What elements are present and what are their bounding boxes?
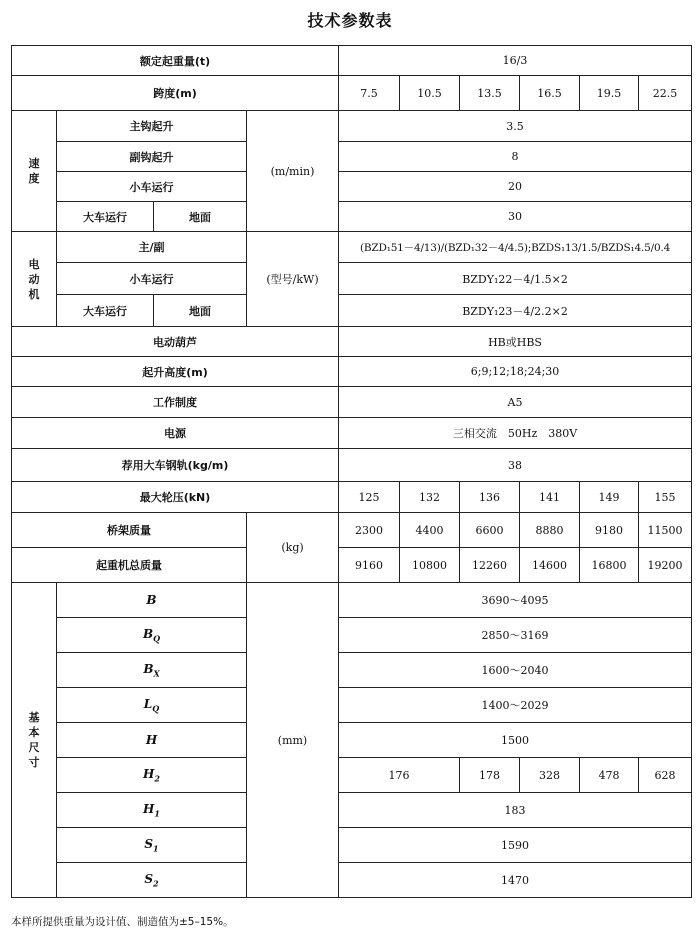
span-value: 19.5 — [580, 76, 639, 111]
page-title: 技术参数表 — [307, 11, 393, 30]
wheel-load-value: 132 — [400, 482, 460, 513]
table-row — [12, 653, 692, 688]
crane-speed-label: 大车运行 — [57, 202, 154, 232]
crane-motor-label: 大车运行 — [57, 295, 154, 327]
hoist-value: HB或HBS — [339, 327, 692, 357]
dim-S1-value: 1590 — [339, 828, 692, 863]
span-value: 22.5 — [639, 76, 692, 111]
table-row — [12, 793, 692, 828]
dim-S1-label: $S_1$ — [57, 828, 247, 863]
table-row — [12, 548, 692, 583]
span-value: 7.5 — [339, 76, 400, 111]
motor-group-text: 电 动 机 — [28, 257, 40, 301]
dim-BX-label: $B_X$ — [57, 653, 247, 688]
motor-group-label — [12, 232, 57, 327]
dim-H-label: H — [57, 723, 247, 758]
table-row — [12, 482, 692, 513]
dim-S2-label: $S_2$ — [57, 863, 247, 898]
bridge-mass-value: 4400 — [400, 513, 460, 548]
aux-hoist-speed-label: 副钩起升 — [57, 142, 247, 172]
total-mass-label: 起重机总质量 — [12, 548, 247, 583]
dim-BQ-label: $B_Q$ — [57, 618, 247, 653]
total-mass-value: 16800 — [580, 548, 639, 583]
dim-H2-value: 328 — [520, 758, 580, 793]
table-row — [12, 758, 692, 793]
dim-H2-label: $H_2$ — [57, 758, 247, 793]
rated-load-value: 16/3 — [339, 46, 692, 76]
dim-H2-value: 178 — [460, 758, 520, 793]
trolley-motor-value: BZDY₁22－4/1.5×2 — [339, 263, 692, 295]
dim-H1-label: $H_1$ — [57, 793, 247, 828]
bridge-mass-value: 11500 — [639, 513, 692, 548]
table-row — [12, 723, 692, 758]
footnote: 本样所提供重量为设计值、制造值为±5–15%。 — [11, 916, 234, 928]
total-mass-value: 10800 — [400, 548, 460, 583]
duty-value: A5 — [339, 387, 692, 418]
table-row — [12, 863, 692, 898]
dim-H2-value: 628 — [639, 758, 692, 793]
dim-BX-value: 1600～2040 — [339, 653, 692, 688]
bridge-mass-label: 桥架质量 — [12, 513, 247, 548]
spec-table — [11, 45, 692, 898]
dim-H2-value: 176 — [339, 758, 460, 793]
rated-load-label: 额定起重量(t) — [12, 46, 339, 76]
total-mass-value: 14600 — [520, 548, 580, 583]
dimensions-group-label — [12, 583, 57, 898]
aux-hoist-speed-value: 8 — [339, 142, 692, 172]
rail-label: 荐用大车钢轨(kg/m) — [12, 449, 339, 482]
table-row — [12, 232, 692, 263]
table-row — [12, 46, 692, 76]
crane-motor-value: BZDY₁23－4/2.2×2 — [339, 295, 692, 327]
bridge-mass-value: 8880 — [520, 513, 580, 548]
motor-unit: (型号/kW) — [247, 232, 339, 327]
main-aux-motor-value: (BZD₁51－4/13)/(BZD₁32－4/4.5);BZDS₁13/1.5/BZDS₁4.5/0.4 — [339, 232, 692, 263]
lift-height-value: 6;9;12;18;24;30 — [339, 357, 692, 387]
table-row — [12, 111, 692, 142]
speed-group-text: 速 度 — [28, 157, 40, 185]
speed-unit: (m/min) — [247, 111, 339, 232]
wheel-load-value: 149 — [580, 482, 639, 513]
table-row — [12, 76, 692, 111]
total-mass-value: 12260 — [460, 548, 520, 583]
main-aux-motor-label: 主/副 — [57, 232, 247, 263]
bridge-mass-value: 2300 — [339, 513, 400, 548]
table-row — [12, 387, 692, 418]
table-row — [12, 688, 692, 723]
table-row — [12, 263, 692, 295]
span-value: 16.5 — [520, 76, 580, 111]
rail-value: 38 — [339, 449, 692, 482]
trolley-speed-value: 20 — [339, 172, 692, 202]
crane-motor-sublabel: 地面 — [154, 295, 247, 327]
dim-LQ-value: 1400～2029 — [339, 688, 692, 723]
span-label: 跨度(m) — [12, 76, 339, 111]
dim-B-label: B — [57, 583, 247, 618]
dim-H2-value: 478 — [580, 758, 639, 793]
dim-H-value: 1500 — [339, 723, 692, 758]
duty-label: 工作制度 — [12, 387, 339, 418]
table-row — [12, 513, 692, 548]
trolley-motor-label: 小车运行 — [57, 263, 247, 295]
dim-LQ-label: $L_Q$ — [57, 688, 247, 723]
main-hoist-speed-label: 主钩起升 — [57, 111, 247, 142]
total-mass-value: 9160 — [339, 548, 400, 583]
table-row — [12, 583, 692, 618]
dim-B-value: 3690～4095 — [339, 583, 692, 618]
bridge-mass-value: 6600 — [460, 513, 520, 548]
dimensions-unit: (mm) — [247, 583, 339, 898]
dimensions-group-text: 基 本 尺 寸 — [28, 711, 40, 769]
crane-speed-value: 30 — [339, 202, 692, 232]
table-row — [12, 172, 692, 202]
wheel-load-value: 125 — [339, 482, 400, 513]
table-row — [12, 357, 692, 387]
total-mass-value: 19200 — [639, 548, 692, 583]
table-row — [12, 449, 692, 482]
trolley-speed-label: 小车运行 — [57, 172, 247, 202]
wheel-load-value: 155 — [639, 482, 692, 513]
speed-group-label — [12, 111, 57, 232]
mass-unit: (kg) — [247, 513, 339, 583]
table-row — [12, 295, 692, 327]
power-value: 三相交流 50Hz 380V — [339, 418, 692, 449]
dim-BQ-value: 2850～3169 — [339, 618, 692, 653]
dim-S2-value: 1470 — [339, 863, 692, 898]
table-row — [12, 202, 692, 232]
table-row — [12, 418, 692, 449]
table-row — [12, 327, 692, 357]
wheel-load-value: 136 — [460, 482, 520, 513]
hoist-label: 电动葫芦 — [12, 327, 339, 357]
span-value: 10.5 — [400, 76, 460, 111]
lift-height-label: 起升高度(m) — [12, 357, 339, 387]
power-label: 电源 — [12, 418, 339, 449]
main-hoist-speed-value: 3.5 — [339, 111, 692, 142]
dim-H1-value: 183 — [339, 793, 692, 828]
bridge-mass-value: 9180 — [580, 513, 639, 548]
table-row — [12, 618, 692, 653]
table-row — [12, 828, 692, 863]
table-row — [12, 142, 692, 172]
wheel-load-label: 最大轮压(kN) — [12, 482, 339, 513]
crane-speed-sublabel: 地面 — [154, 202, 247, 232]
span-value: 13.5 — [460, 76, 520, 111]
wheel-load-value: 141 — [520, 482, 580, 513]
